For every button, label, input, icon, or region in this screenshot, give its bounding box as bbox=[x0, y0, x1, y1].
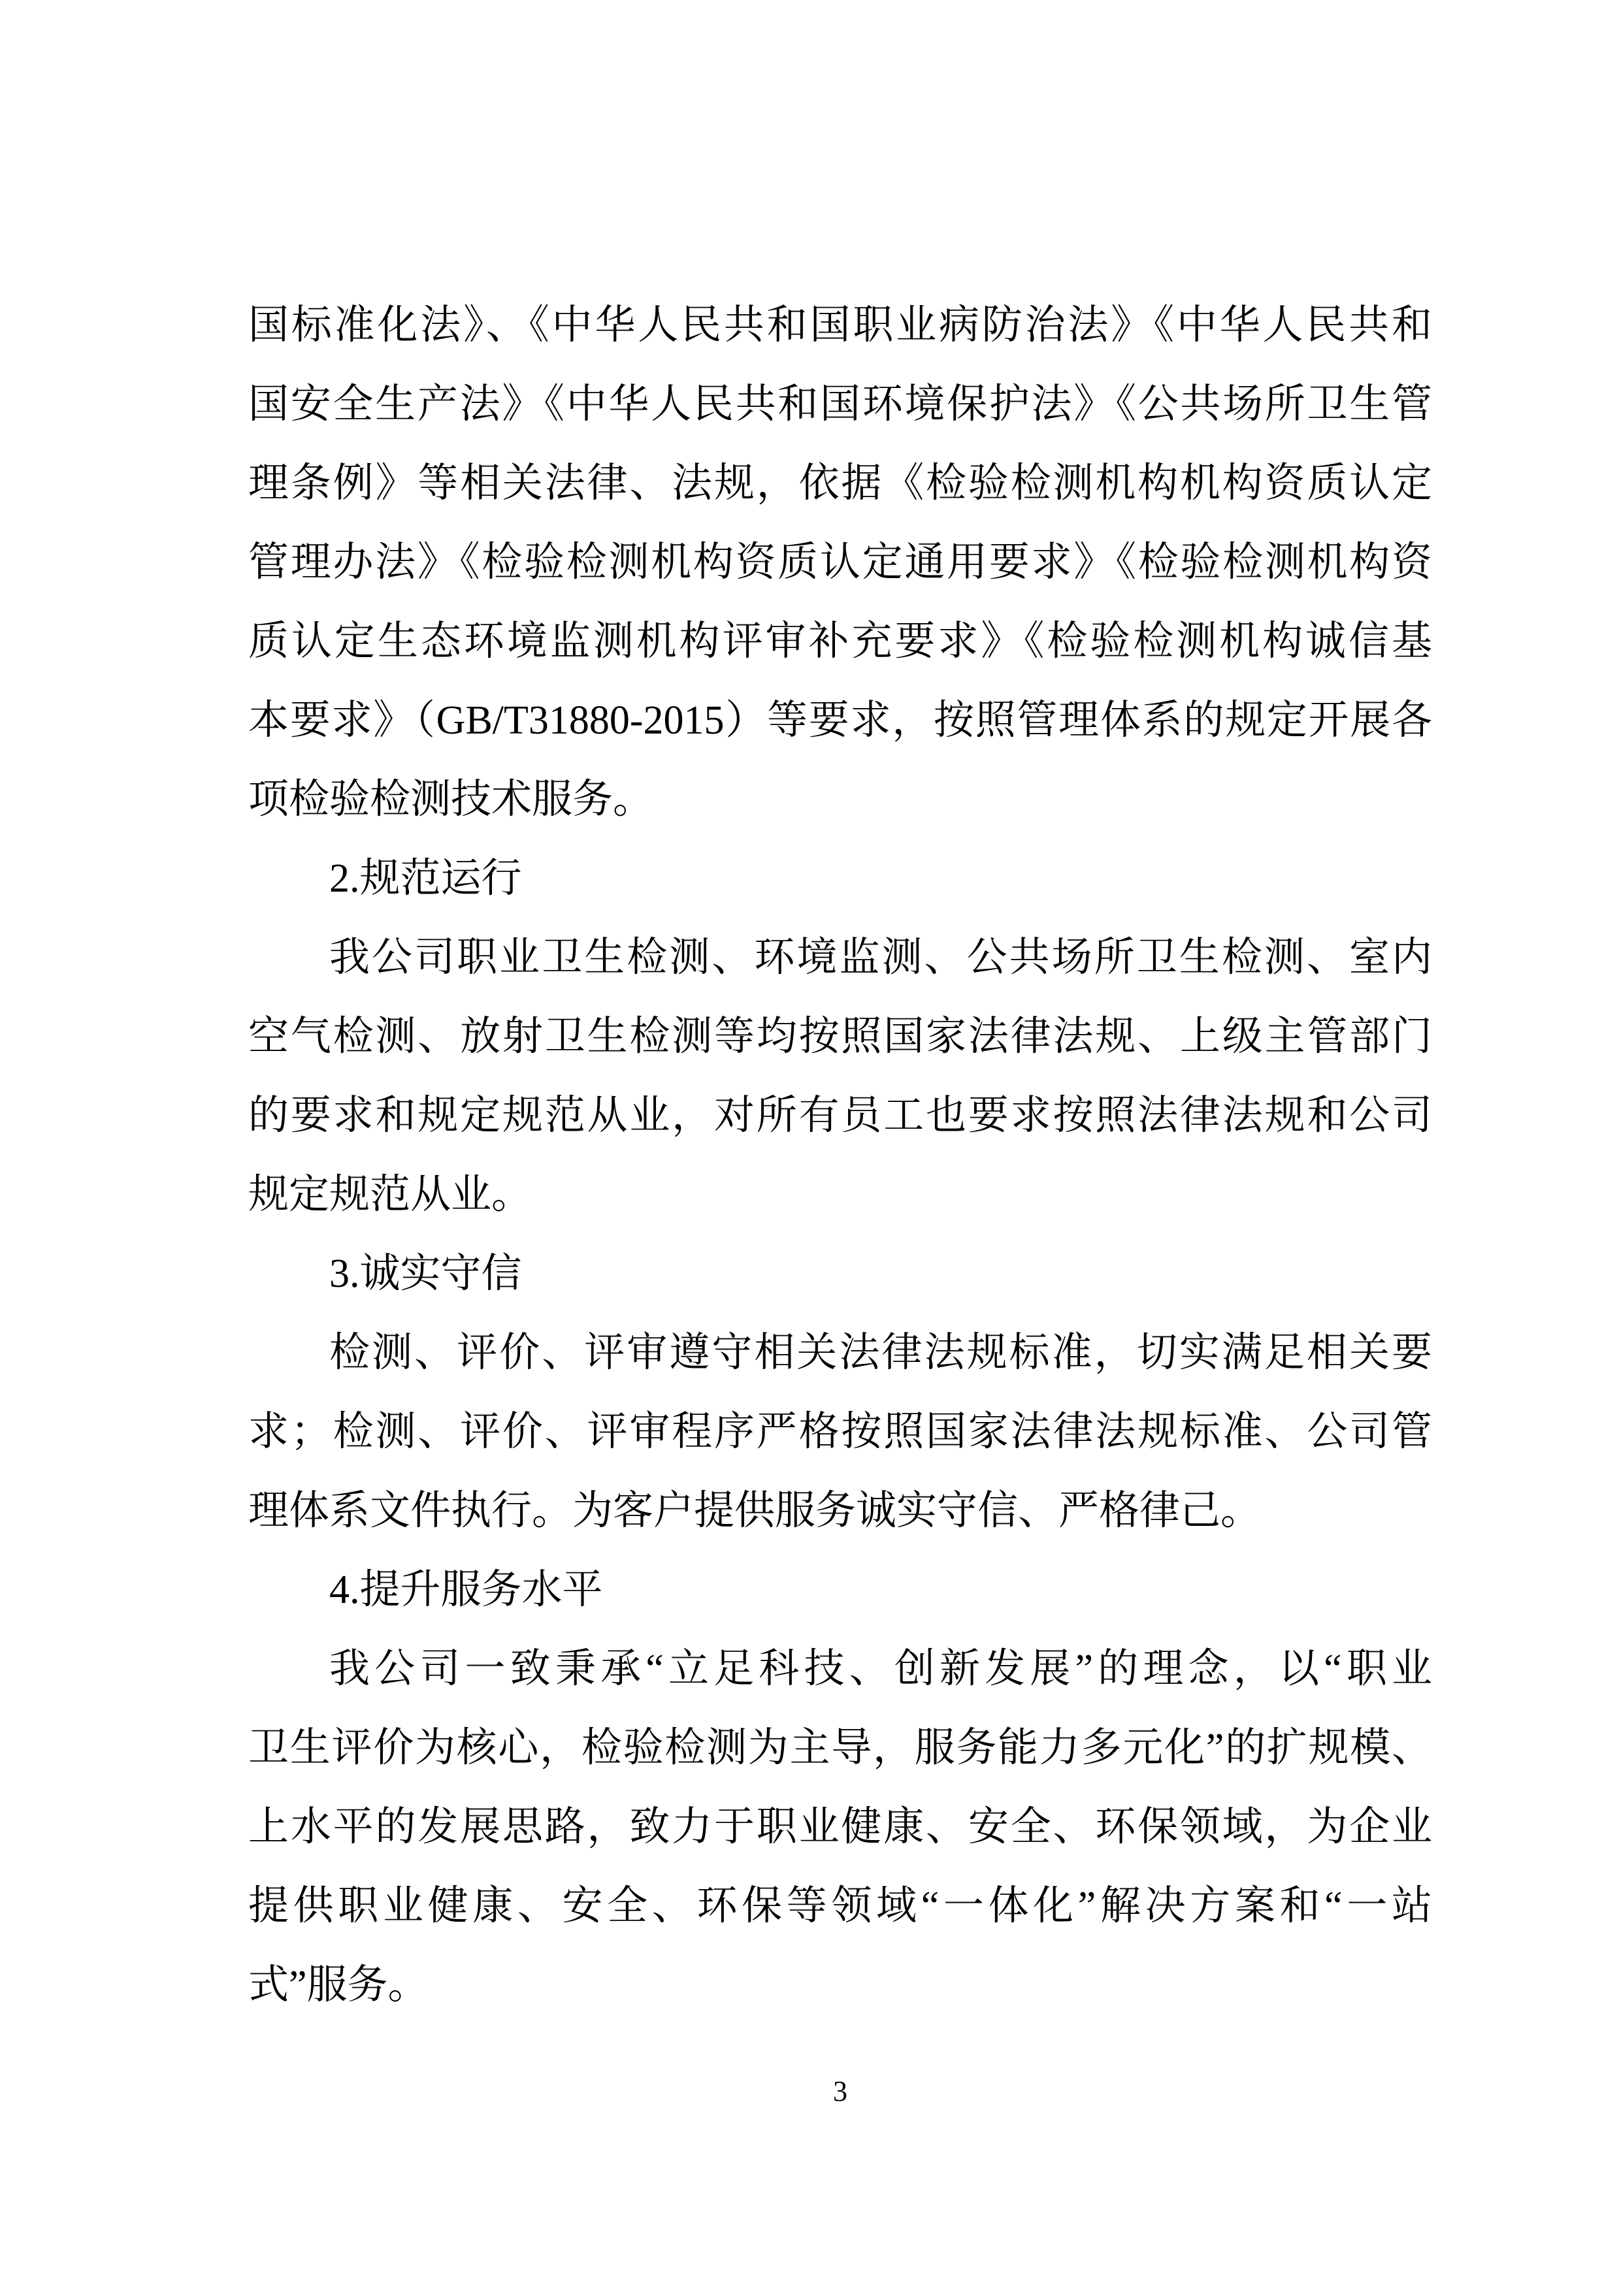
paragraph bbox=[248, 1314, 1432, 1551]
page-footer bbox=[248, 2077, 1432, 2106]
text-line: 求；检测、评价、评审程序严格按照国家法律法规标准、公司管 bbox=[248, 1410, 1432, 1454]
paragraph bbox=[248, 286, 1432, 839]
text-line: 规定规范从业。 bbox=[248, 1172, 532, 1217]
page-body-text bbox=[248, 286, 1432, 2025]
section-heading bbox=[248, 839, 1432, 918]
text-line: 项检验检测技术服务。 bbox=[248, 777, 654, 822]
heading-line: 2.规范运行 bbox=[329, 856, 522, 901]
text-line: 国标准化法》、《中华人民共和国职业病防治法》《中华人民共和 bbox=[248, 303, 1432, 348]
text-line: 质认定生态环境监测机构评审补充要求》《检验检测机构诚信基 bbox=[248, 619, 1432, 664]
heading-line: 3.诚实守信 bbox=[329, 1252, 522, 1296]
text-line: 本要求》（GB/T31880-2015）等要求，按照管理体系的规定开展各 bbox=[248, 698, 1432, 743]
text-line: 理体系文件执行。为客户提供服务诚实守信、严格律己。 bbox=[248, 1489, 1262, 1533]
text-line: 检测、评价、评审遵守相关法律法规标准，切实满足相关要 bbox=[329, 1331, 1432, 1375]
text-line: 提供职业健康、安全、环保等领域“一体化”解决方案和“一站 bbox=[248, 1884, 1432, 1928]
text-line: 卫生评价为核心，检验检测为主导，服务能力多元化”的扩规模、 bbox=[248, 1726, 1432, 1770]
text-line: 的要求和规定规范从业，对所有员工也要求按照法律法规和公司 bbox=[248, 1093, 1432, 1138]
text-line: 空气检测、放射卫生检测等均按照国家法律法规、上级主管部门 bbox=[248, 1014, 1432, 1059]
text-line: 理条例》等相关法律、法规，依据《检验检测机构机构资质认定 bbox=[248, 461, 1432, 506]
section-heading bbox=[248, 1551, 1432, 1630]
text-line: 国安全生产法》《中华人民共和国环境保护法》《公共场所卫生管 bbox=[248, 382, 1432, 427]
page-number: 3 bbox=[833, 2075, 847, 2107]
paragraph bbox=[248, 918, 1432, 1235]
text-line: 上水平的发展思路，致力于职业健康、安全、环保领域，为企业 bbox=[248, 1805, 1432, 1849]
section-heading bbox=[248, 1235, 1432, 1314]
heading-line: 4.提升服务水平 bbox=[329, 1568, 603, 1612]
text-line: 式”服务。 bbox=[248, 1963, 429, 2007]
text-line: 管理办法》《检验检测机构资质认定通用要求》《检验检测机构资 bbox=[248, 540, 1432, 585]
text-line: 我公司职业卫生检测、环境监测、公共场所卫生检测、室内 bbox=[329, 935, 1432, 980]
paragraph bbox=[248, 1630, 1432, 2025]
text-line: 我公司一致秉承“立足科技、创新发展”的理念，以“职业 bbox=[329, 1647, 1432, 1691]
